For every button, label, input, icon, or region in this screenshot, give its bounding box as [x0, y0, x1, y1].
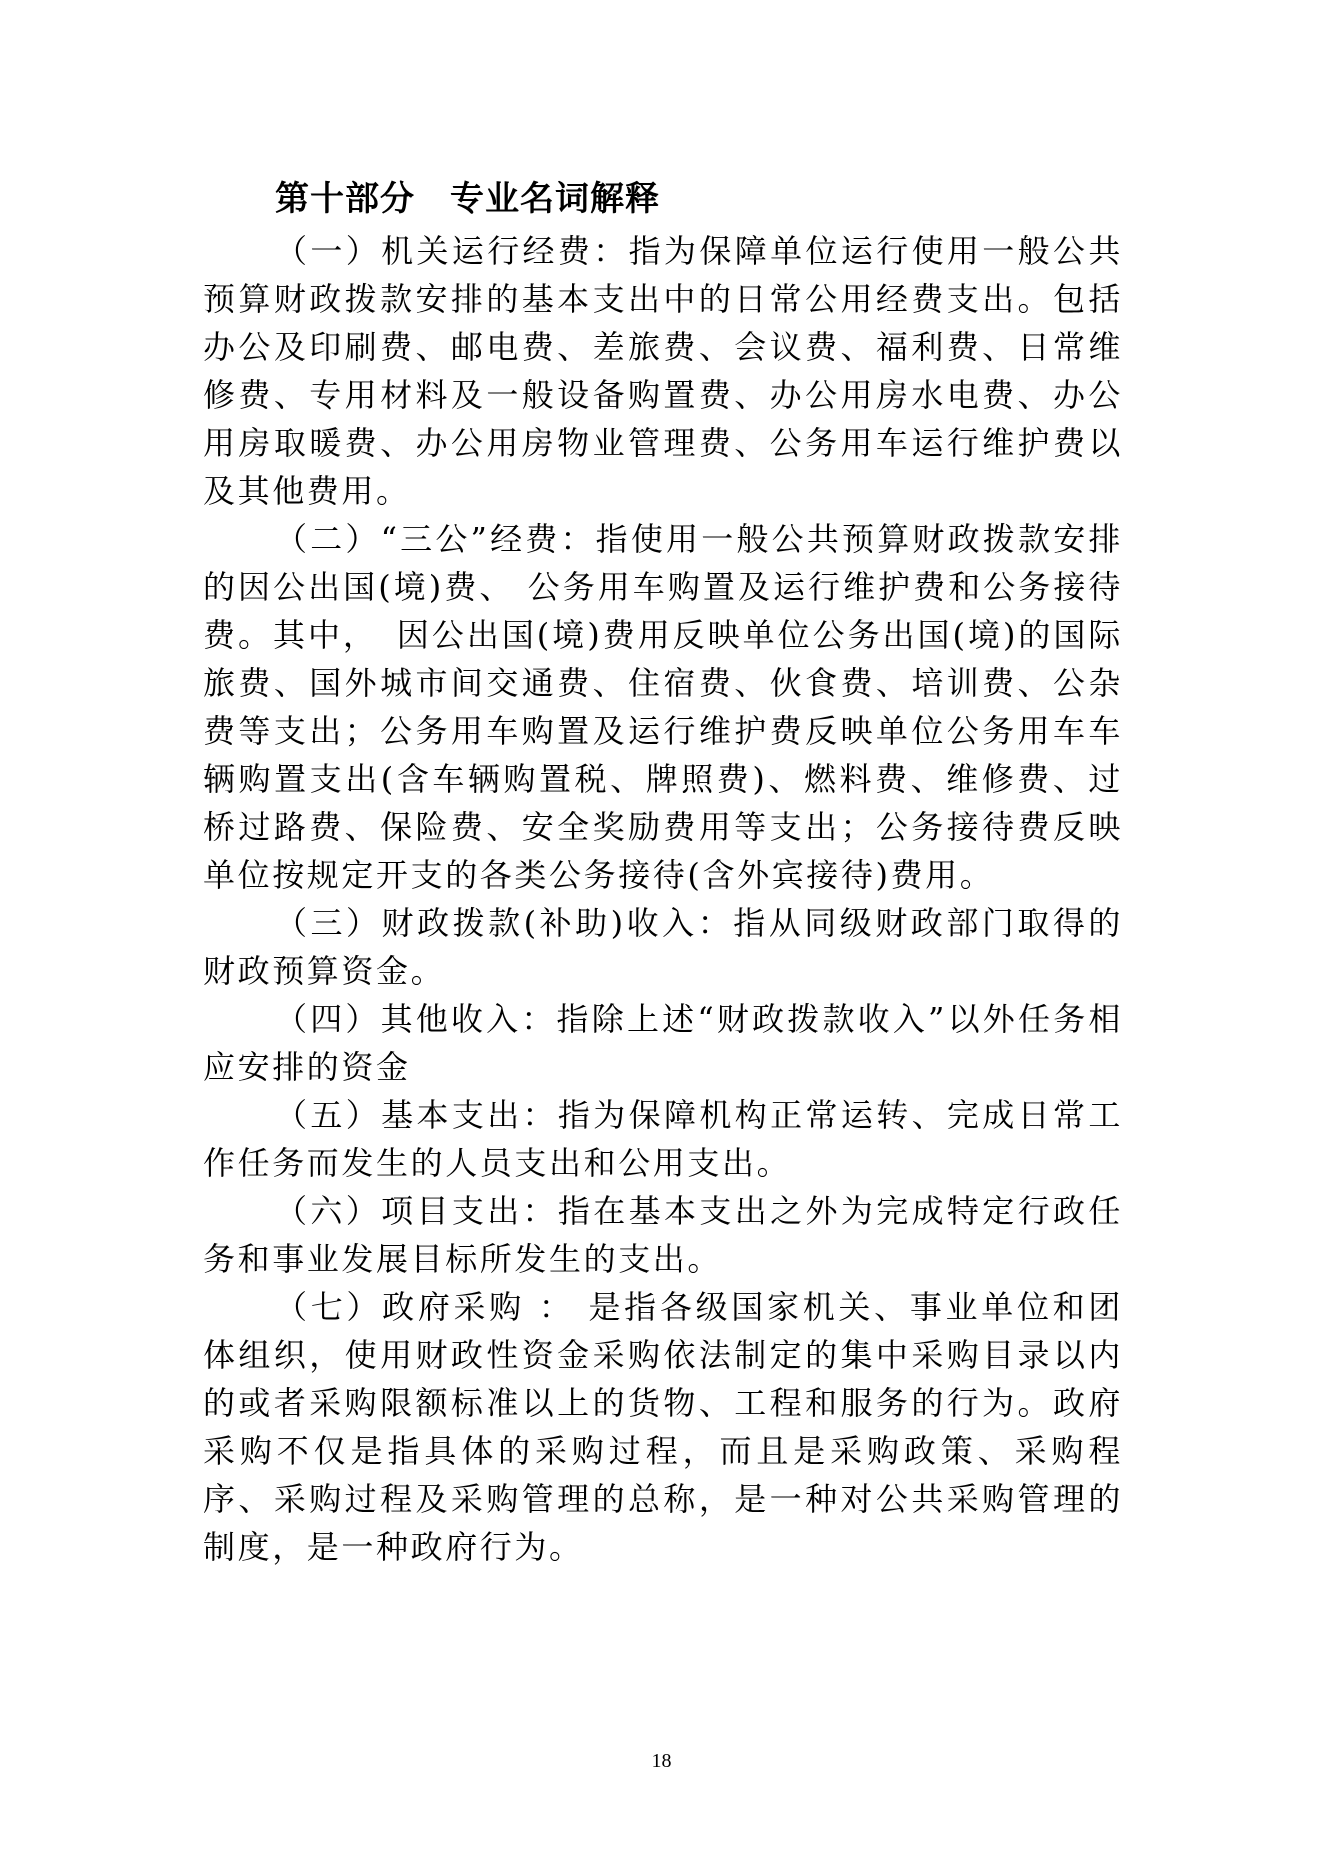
definition-paragraph-7: （七）政府采购 ： 是指各级国家机关、事业单位和团体组织，使用财政性资金采购依法制定的集中采购目录以内的或者采购限额标准以上的货物、工程和服务的行为。政府采购不仅是指具体的采购过程，而且是采购政策、采购程序、采购过程及采购管理的总称，是一种对公共采购管理的制度，是一种政府行为。	[203, 1288, 1123, 1566]
definition-paragraph-2: （二）“三公”经费：指使用一般公共预算财政拨款安排的因公出国(境)费、 公务用车购置及运行维护费和公务接待费。其中， 因公出国(境)费用反映单位公务出国(境)的国际旅费、国外城市间交通费、住宿费、伙食费、培训费、公杂费等支出；公务用车购置及运行维护费反映单位公务用车车辆购置支出(含车辆购置税、牌照费)、燃料费、维修费、过桥过路费、保险费、安全奖励费用等支出；公务接待费反映单位按规定开支的各类公务接待(含外宾接待)费用。	[203, 520, 1123, 894]
page-number: 18	[651, 1750, 672, 1772]
document-body	[203, 175, 1123, 1571]
definition-paragraph-6: （六）项目支出：指在基本支出之外为完成特定行政任务和事业发展目标所发生的支出。	[203, 1192, 1123, 1278]
definition-paragraph-5: （五）基本支出：指为保障机构正常运转、完成日常工作任务而发生的人员支出和公用支出。	[203, 1096, 1123, 1182]
definition-paragraph-4: （四）其他收入：指除上述“财政拨款收入”以外任务相应安排的资金	[203, 1000, 1123, 1086]
definition-paragraph-3: （三）财政拨款(补助)收入：指从同级财政部门取得的财政预算资金。	[203, 904, 1123, 990]
section-title: 第十部分 专业名词解释	[275, 179, 660, 219]
definition-paragraph-1: （一）机关运行经费：指为保障单位运行使用一般公共预算财政拨款安排的基本支出中的日常公用经费支出。包括办公及印刷费、邮电费、差旅费、会议费、福利费、日常维修费、专用材料及一般设备购置费、办公用房水电费、办公用房取暖费、办公用房物业管理费、公务用车运行维护费以及其他费用。	[203, 232, 1123, 510]
